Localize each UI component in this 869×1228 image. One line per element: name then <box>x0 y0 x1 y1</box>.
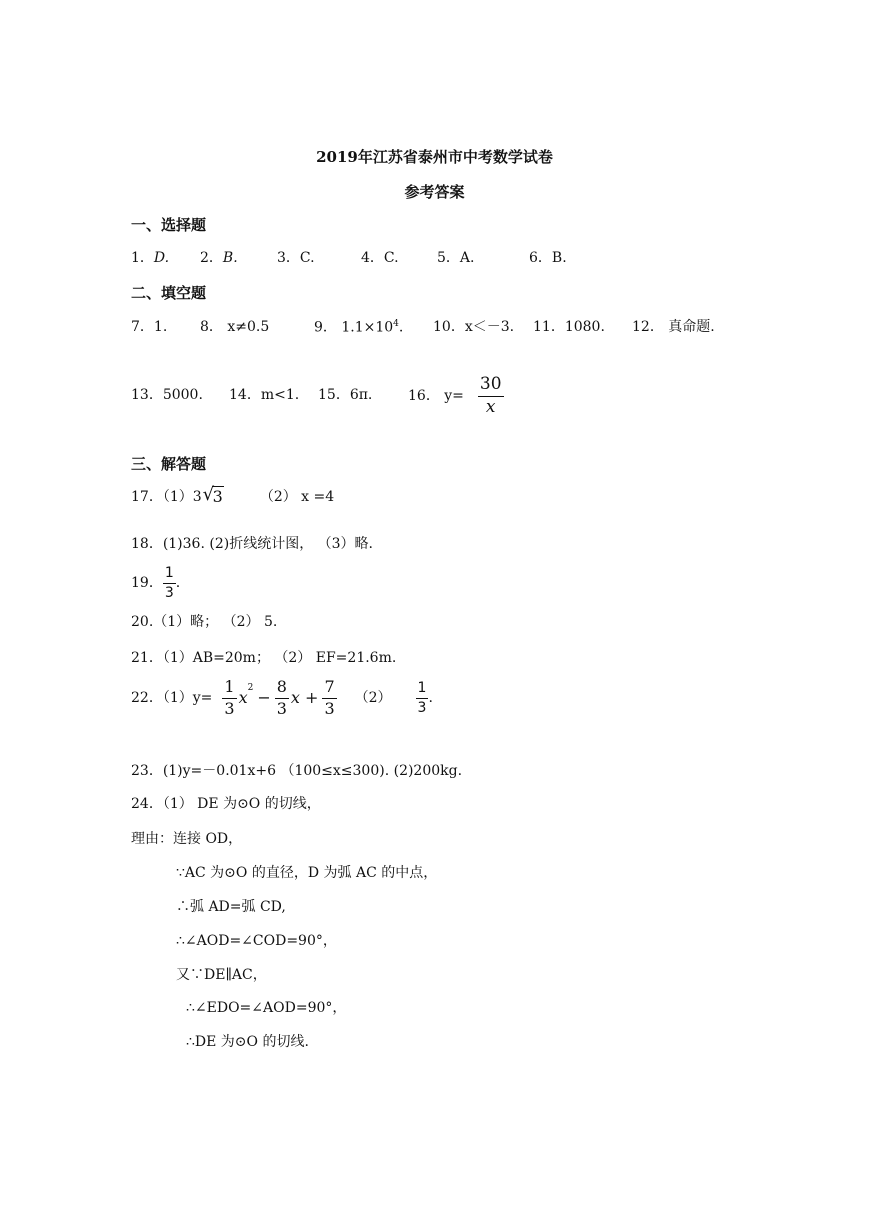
answer-24-line-6: 又∵DE∥AC， <box>176 967 267 983</box>
choice-answer-4: 4．C. <box>361 250 399 266</box>
sqrt-3: √ 3 <box>202 484 223 506</box>
fill-answer-15: 15．6π. <box>318 387 373 403</box>
answer-21: 21．（1）AB=20m； （2） EF=21.6m. <box>131 650 397 666</box>
choice-answer-2: 2．B. <box>200 250 238 266</box>
document-title: 2019年江苏省泰州市中考数学试卷 <box>316 148 553 166</box>
answer-22: 22．（1）y= $\frac{1}{3}$ x $^2$ − $\frac{8}{3}$ x + $\frac{7}{3}$ （2） $\frac{1}{3}$ . <box>131 676 433 718</box>
choice-answer-3: 3．C. <box>277 250 315 266</box>
answer-24-line-8: ∴DE 为⊙O 的切线. <box>186 1034 309 1050</box>
answer-24-line-5: ∴∠AOD=∠COD=90°， <box>176 933 337 949</box>
answer-24-line-7: ∴∠EDO=∠AOD=90°， <box>186 1000 347 1016</box>
answer-20: 20.（1）略； （2） 5. <box>131 614 278 630</box>
fill-answer-12: 12． 真命题. <box>632 319 715 335</box>
fraction-1-over-3: $\frac{1}{3}$ <box>164 565 174 601</box>
fill-answer-13: 13．5000. <box>131 387 203 403</box>
document-subtitle: 参考答案 <box>404 183 465 201</box>
answer-24-line-1: 24．（1） DE 为⊙O 的切线， <box>131 796 321 812</box>
answer-24-line-3: ∵AC 为⊙O 的直径，D 为弧 AC 的中点， <box>176 865 438 881</box>
fraction-7-over-3: $\frac{7}{3}$ <box>324 676 335 718</box>
answer-23: 23．(1)y=－0.01x+6 （100≤x≤300). (2)200kg. <box>131 763 463 779</box>
choice-answer-1: 1．D. <box>131 250 170 266</box>
fill-answer-11: 11．1080. <box>533 319 605 335</box>
fraction-30-over-x: $\frac{30}{x}$ <box>479 373 502 417</box>
fill-answer-14: 14．m<1. <box>229 387 300 403</box>
answer-18: 18．(1)36. (2)折线统计图， （3）略. <box>131 536 373 552</box>
choice-answer-5: 5．A. <box>437 250 475 266</box>
fraction-1-over-3: $\frac{1}{3}$ <box>224 676 235 718</box>
section-header-fill: 二、填空题 <box>131 284 207 302</box>
fill-answer-10: 10．x＜－3. <box>433 319 515 335</box>
fill-answer-9: 9． $1.1\times 10^4$. <box>314 319 404 336</box>
fraction-8-over-3: $\frac{8}{3}$ <box>276 676 287 718</box>
choice-answer-6: 6．B. <box>529 250 567 266</box>
answer-19: 19． $\frac{1}{3}$ . <box>131 565 181 601</box>
fill-answer-8: 8． x≠0.5 <box>200 319 270 335</box>
fraction-1-over-3: $\frac{1}{3}$ <box>417 679 427 716</box>
fill-answer-7: 7．1. <box>131 319 168 335</box>
answer-24-line-2: 理由：连接 OD， <box>131 831 243 847</box>
section-header-choice: 一、选择题 <box>131 216 207 234</box>
answer-17: 17．（1）3 √ 3 （2） x =4 <box>131 484 335 506</box>
fill-answer-16: 16． y= $\frac{30}{x}$ <box>408 373 502 417</box>
answer-24-line-4: ∴弧 AD=弧 CD, <box>176 899 286 915</box>
section-header-solve: 三、解答题 <box>131 455 207 473</box>
